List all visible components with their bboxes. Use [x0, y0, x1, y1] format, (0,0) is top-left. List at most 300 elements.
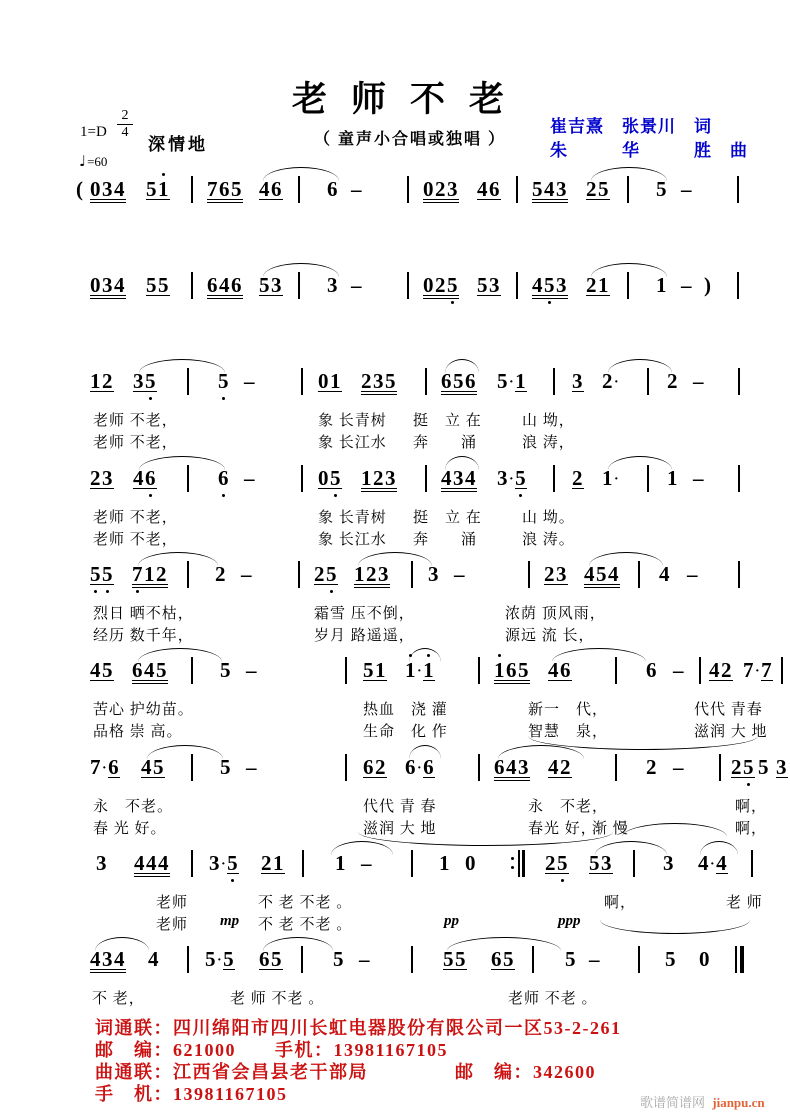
- lyric-segment: 不 老 不老 。: [258, 895, 353, 911]
- note-group: [441, 468, 477, 492]
- note-char: 4: [133, 466, 145, 490]
- lyric-segment: 老师 不老 。: [508, 991, 598, 1007]
- contact-info-line: 曲通联：江西省会昌县老干部局: [95, 1062, 368, 1082]
- note-group: [443, 949, 467, 970]
- note-char: 1: [330, 369, 342, 393]
- lyric-segment: 滋润 大 地: [694, 724, 768, 740]
- note-char: 4: [114, 177, 126, 201]
- note-group: [743, 660, 773, 682]
- note-char: 7: [90, 755, 102, 779]
- barline: [345, 657, 347, 684]
- note-char: 2: [435, 273, 447, 297]
- note-group: [704, 275, 713, 295]
- note-group: [602, 371, 620, 393]
- lyric-segment: 经历 数千年，: [93, 628, 194, 644]
- lyric-segment: 代代 青 春: [363, 799, 437, 815]
- octave-dot-high: [498, 654, 501, 657]
- note-char: ·: [417, 664, 424, 679]
- note-char: 4: [532, 273, 544, 297]
- note-char: 5: [218, 371, 230, 391]
- note-char: 3: [102, 273, 114, 297]
- barline: [425, 368, 427, 395]
- note-group: [363, 660, 387, 681]
- slur-arc: [147, 745, 223, 759]
- barline: [615, 754, 617, 781]
- note-group: [532, 179, 568, 203]
- note-char: 5: [153, 755, 165, 779]
- note-char: 5: [758, 755, 770, 779]
- note-char: 4: [548, 755, 560, 779]
- slur-arc: [498, 745, 584, 759]
- time-signature: [117, 109, 133, 140]
- barline: [737, 272, 739, 299]
- note-group: [90, 275, 126, 299]
- note-char: 3: [96, 851, 108, 875]
- note-char: ·: [614, 375, 621, 390]
- time-signature-numerator: 2: [121, 108, 129, 123]
- lyric-segment: 山 坳。: [522, 510, 575, 526]
- slur-arc: [409, 648, 441, 662]
- lyric-segment: 源远 流 长，: [505, 628, 595, 644]
- slur-arc: [589, 552, 663, 566]
- note-group: [90, 468, 114, 489]
- note-char: 5: [259, 273, 271, 297]
- note-char: 3: [133, 369, 145, 393]
- note-char: 5: [589, 851, 601, 875]
- note-char: 2: [156, 562, 168, 586]
- note-group: [259, 179, 283, 200]
- note-group: [244, 371, 256, 391]
- note-char: –: [673, 755, 685, 779]
- note-char: 3: [518, 755, 530, 779]
- note-char: 4: [716, 851, 729, 875]
- contact-info-line: 邮 编：621000 手机：13981167105: [95, 1040, 449, 1060]
- note-char: 3: [102, 947, 114, 971]
- lyric-segment: 永 不老，: [528, 799, 609, 815]
- note-group: [428, 564, 440, 584]
- barline: [516, 176, 518, 203]
- slur-arc: [138, 552, 218, 566]
- repeat-barline-part: [511, 866, 514, 869]
- slur-arc: [622, 823, 727, 837]
- note-group: [361, 371, 397, 395]
- note-group: [548, 660, 572, 681]
- note-group: [134, 853, 170, 877]
- note-char: –: [246, 755, 258, 779]
- note-char: 3: [556, 562, 568, 586]
- note-group: [544, 564, 568, 585]
- note-char: –: [454, 562, 466, 586]
- note-char: 5: [227, 853, 239, 874]
- note-char: –: [589, 947, 601, 971]
- note-group: [90, 949, 126, 973]
- note-group: [220, 660, 232, 680]
- lyric-segment: 霜雪 压不倒，: [314, 606, 415, 622]
- note-group: [359, 949, 371, 969]
- lyric-segment: 老师: [156, 917, 189, 933]
- note-char: –: [361, 851, 373, 875]
- lyric-segment: 岁月 路遥遥，: [314, 628, 415, 644]
- note-char: 5: [158, 273, 170, 297]
- note-char: –: [359, 947, 371, 971]
- note-char: 3: [271, 273, 283, 297]
- barline: [553, 465, 555, 492]
- note-group: [327, 179, 339, 199]
- slur-arc: [139, 456, 225, 470]
- note-char: 1: [158, 179, 170, 199]
- note-group: [363, 757, 387, 778]
- octave-dot-low: [149, 494, 152, 497]
- slur-arc: [447, 937, 561, 951]
- note-char: 2: [215, 562, 227, 586]
- note-group: [673, 660, 685, 680]
- note-char: 5: [231, 177, 243, 201]
- note-group: [494, 660, 530, 684]
- final-barline-part: [735, 946, 737, 973]
- key-signature: 1=D: [80, 124, 107, 140]
- note-group: [327, 275, 339, 295]
- barline: [528, 561, 530, 588]
- octave-dot-low: [136, 590, 139, 593]
- barline: [407, 176, 409, 203]
- note-group: [215, 564, 227, 584]
- note-char: 6: [259, 947, 271, 971]
- note-group: [405, 757, 435, 779]
- note-group: [441, 371, 477, 395]
- note-char: 1: [656, 273, 668, 297]
- note-char: 4: [144, 658, 156, 682]
- note-char: 6: [271, 177, 283, 201]
- note-char: 5: [443, 947, 455, 971]
- note-group: [218, 371, 230, 391]
- note-group: [76, 179, 85, 199]
- note-char: –: [246, 658, 258, 682]
- note-group: [693, 371, 705, 391]
- lyric-segment: 挺 立 在: [413, 413, 482, 429]
- note-group: [665, 949, 677, 969]
- note-char: ): [704, 273, 713, 297]
- note-char: 5: [447, 275, 459, 295]
- note-char: 2: [90, 466, 102, 490]
- note-group: [218, 468, 230, 488]
- note-group: [351, 275, 363, 295]
- note-char: 6: [218, 468, 230, 488]
- note-char: 2: [375, 755, 387, 779]
- lyric-segment: 老 师: [726, 895, 763, 911]
- watermark-domain: jianpu.cn: [712, 1095, 765, 1110]
- note-group: [133, 371, 157, 392]
- note-group: [589, 853, 613, 874]
- lyric-segment: 永 不老。: [93, 799, 174, 815]
- slur-arc: [95, 937, 149, 951]
- octave-dot-low: [334, 494, 337, 497]
- note-char: 6: [145, 468, 157, 488]
- note-char: 5: [205, 947, 217, 971]
- note-char: 1: [361, 466, 373, 490]
- slur-arc: [139, 359, 225, 373]
- barline: [187, 946, 189, 973]
- barline: [516, 272, 518, 299]
- note-group: [141, 757, 165, 778]
- barline: [738, 465, 740, 492]
- note-char: 3: [102, 177, 114, 201]
- note-char: 1: [144, 562, 156, 586]
- note-char: 3: [776, 755, 788, 779]
- lyric-segment: 老师 不老，: [93, 532, 178, 548]
- octave-dot-high: [162, 173, 165, 176]
- lyric-segment: 象 长江水: [318, 532, 387, 548]
- song-subtitle: （ 童声小合唱或独唱 ）: [314, 131, 507, 148]
- lyric-segment: 浪 涛，: [522, 435, 575, 451]
- note-char: 0: [318, 369, 330, 393]
- note-char: 5: [333, 947, 345, 971]
- note-char: 5: [146, 177, 158, 201]
- note-char: 3: [601, 851, 613, 875]
- note-group: [246, 660, 258, 680]
- note-char: 1: [423, 660, 435, 681]
- note-char: 6: [363, 755, 375, 779]
- note-group: [497, 371, 527, 393]
- barline: [411, 946, 413, 973]
- note-char: –: [351, 177, 363, 201]
- note-char: 2: [373, 466, 385, 490]
- note-group: [667, 371, 679, 391]
- slur-arc: [138, 648, 222, 662]
- note-char: 6: [465, 369, 477, 393]
- note-group: [90, 564, 114, 585]
- tempo-value: =60: [87, 154, 108, 169]
- note-group: [731, 757, 755, 778]
- note-char: 6: [132, 658, 144, 682]
- note-char: 7: [743, 658, 755, 682]
- octave-dot-low: [747, 783, 750, 786]
- lyric-segment: 品格 崇 高。: [93, 724, 183, 740]
- note-char: 3: [373, 369, 385, 393]
- note-char: 4: [659, 562, 671, 586]
- note-char: 2: [361, 369, 373, 393]
- note-char: 5: [223, 947, 236, 971]
- barline: [751, 850, 753, 877]
- lyric-segment: 啊，: [735, 799, 768, 815]
- lyric-segment: 苦心 护幼苗。: [93, 702, 194, 718]
- note-char: 5: [220, 658, 232, 682]
- note-char: 2: [544, 562, 556, 586]
- note-char: 6: [491, 947, 503, 971]
- note-char: –: [681, 273, 693, 297]
- repeat-barline-part: [522, 850, 525, 877]
- slur-arc: [409, 745, 441, 759]
- note-char: –: [241, 562, 253, 586]
- slur-arc: [263, 167, 339, 181]
- note-group: [698, 853, 728, 875]
- note-char: 0: [90, 273, 102, 297]
- note-char: 5: [477, 273, 489, 297]
- note-char: 4: [90, 658, 102, 682]
- note-group: [681, 179, 693, 199]
- note-char: 2: [646, 755, 658, 779]
- note-group: [261, 853, 285, 874]
- note-char: ·: [417, 761, 424, 776]
- note-group: [361, 853, 373, 873]
- octave-dot-low: [106, 590, 109, 593]
- barline: [191, 850, 193, 877]
- note-char: 4: [584, 562, 596, 586]
- note-char: –: [687, 562, 699, 586]
- lyric-segment: 浪 涛。: [522, 532, 575, 548]
- note-char: 2: [435, 177, 447, 201]
- note-char: 3: [102, 466, 114, 490]
- lyric-segment: 老师 不老，: [93, 435, 178, 451]
- note-group: [565, 949, 577, 969]
- note-group: [586, 179, 610, 200]
- dynamic-marking: mp: [220, 913, 240, 929]
- note-group: [354, 564, 390, 588]
- octave-dot-low: [222, 397, 225, 400]
- lyric-segment: 啊，: [735, 821, 768, 837]
- note-char: 5: [656, 177, 668, 201]
- octave-dot-low: [149, 397, 152, 400]
- note-char: 6: [207, 273, 219, 297]
- phrase-arc: [600, 920, 750, 934]
- note-char: 3: [385, 466, 397, 490]
- lyric-segment: 老 师 不老 。: [230, 991, 325, 1007]
- note-char: –: [244, 369, 256, 393]
- note-char: 5: [596, 562, 608, 586]
- note-group: [205, 949, 235, 971]
- note-group: [646, 660, 658, 680]
- note-group: [246, 757, 258, 777]
- note-char: 7: [207, 177, 219, 201]
- note-char: 5: [453, 369, 465, 393]
- note-char: ·: [614, 472, 621, 487]
- note-group: [259, 949, 283, 970]
- note-char: 5: [145, 371, 157, 391]
- note-group: [532, 275, 568, 299]
- note-char: 3: [489, 273, 501, 297]
- note-group: [314, 564, 338, 585]
- note-char: 5: [743, 757, 755, 777]
- note-char: 1: [439, 851, 451, 875]
- dynamic-marking: pp: [444, 913, 459, 929]
- barline: [411, 850, 413, 877]
- note-char: 3: [447, 177, 459, 201]
- note-char: 6: [560, 658, 572, 682]
- note-char: 5: [220, 755, 232, 779]
- note-group: [423, 275, 459, 299]
- lyric-segment: 不 老 不老 。: [258, 917, 353, 933]
- barline: [738, 561, 740, 588]
- note-char: 3: [556, 273, 568, 297]
- note-group: [465, 853, 477, 873]
- note-char: 4: [544, 177, 556, 201]
- note-group: [132, 660, 168, 684]
- note-char: 0: [90, 177, 102, 201]
- note-char: ·: [509, 472, 516, 487]
- note-group: [423, 179, 459, 203]
- note-char: –: [681, 177, 693, 201]
- slur-arc: [595, 841, 667, 855]
- slur-arc: [700, 841, 738, 855]
- note-group: [90, 660, 114, 681]
- note-char: 6: [494, 755, 506, 779]
- note-char: 5: [271, 947, 283, 971]
- note-group: [335, 853, 347, 873]
- note-char: 2: [572, 466, 584, 490]
- note-group: [693, 468, 705, 488]
- slur-arc: [358, 552, 432, 566]
- contact-info-line: 手 机：13981167105: [95, 1084, 288, 1104]
- composer-credit: 朱 华 胜 曲: [550, 141, 748, 160]
- note-char: 3: [378, 562, 390, 586]
- note-char: 5: [102, 658, 114, 682]
- note-char: ·: [710, 857, 717, 872]
- watermark: [640, 1092, 765, 1111]
- lyric-segment: 奔 涌: [413, 532, 478, 548]
- lyric-segment: 老师 不老，: [93, 510, 178, 526]
- lyric-segment: 不 老，: [92, 991, 145, 1007]
- note-char: 5: [156, 658, 168, 682]
- note-group: [146, 275, 170, 296]
- octave-dot-low: [451, 301, 454, 304]
- lyric-segment: 渐 慢: [592, 821, 629, 837]
- note-char: 1: [375, 658, 387, 682]
- barline: [302, 850, 304, 877]
- barline: [478, 754, 480, 781]
- note-group: [361, 468, 397, 492]
- note-char: 5: [385, 369, 397, 393]
- note-group: [776, 757, 788, 778]
- note-char: 1: [90, 369, 102, 393]
- barline: [553, 368, 555, 395]
- note-group: [477, 275, 501, 296]
- note-char: 2: [731, 755, 743, 779]
- watermark-site-name: 歌谱简谱网: [640, 1095, 706, 1110]
- note-char: 6: [489, 177, 501, 201]
- barline: [738, 368, 740, 395]
- note-group: [90, 757, 120, 779]
- note-char: 6: [327, 177, 339, 201]
- note-char: 2: [261, 851, 273, 875]
- note-char: 4: [148, 947, 160, 971]
- barline: [345, 754, 347, 781]
- note-char: 5: [557, 853, 569, 873]
- note-char: 4: [709, 658, 721, 682]
- note-char: ·: [221, 857, 228, 872]
- note-char: 4: [441, 466, 453, 490]
- slur-arc: [608, 359, 672, 373]
- note-group: [602, 468, 620, 490]
- note-char: 0: [699, 947, 711, 971]
- note-char: 3: [572, 369, 584, 393]
- note-char: 1: [405, 660, 417, 680]
- barline: [425, 465, 427, 492]
- note-char: 5: [503, 947, 515, 971]
- note-group: [207, 179, 243, 203]
- note-char: 3: [327, 273, 339, 297]
- note-char: 6: [423, 755, 436, 779]
- note-char: 4: [114, 273, 126, 297]
- note-char: 3: [209, 851, 221, 875]
- note-char: 3: [556, 177, 568, 201]
- time-signature-denominator: 4: [121, 125, 129, 140]
- barline: [478, 657, 480, 684]
- note-group: [477, 179, 501, 200]
- note-group: [673, 757, 685, 777]
- note-char: ·: [217, 953, 224, 968]
- phrase-arc: [358, 832, 613, 846]
- lyric-segment: 象 长江水: [318, 435, 387, 451]
- note-group: [656, 179, 668, 199]
